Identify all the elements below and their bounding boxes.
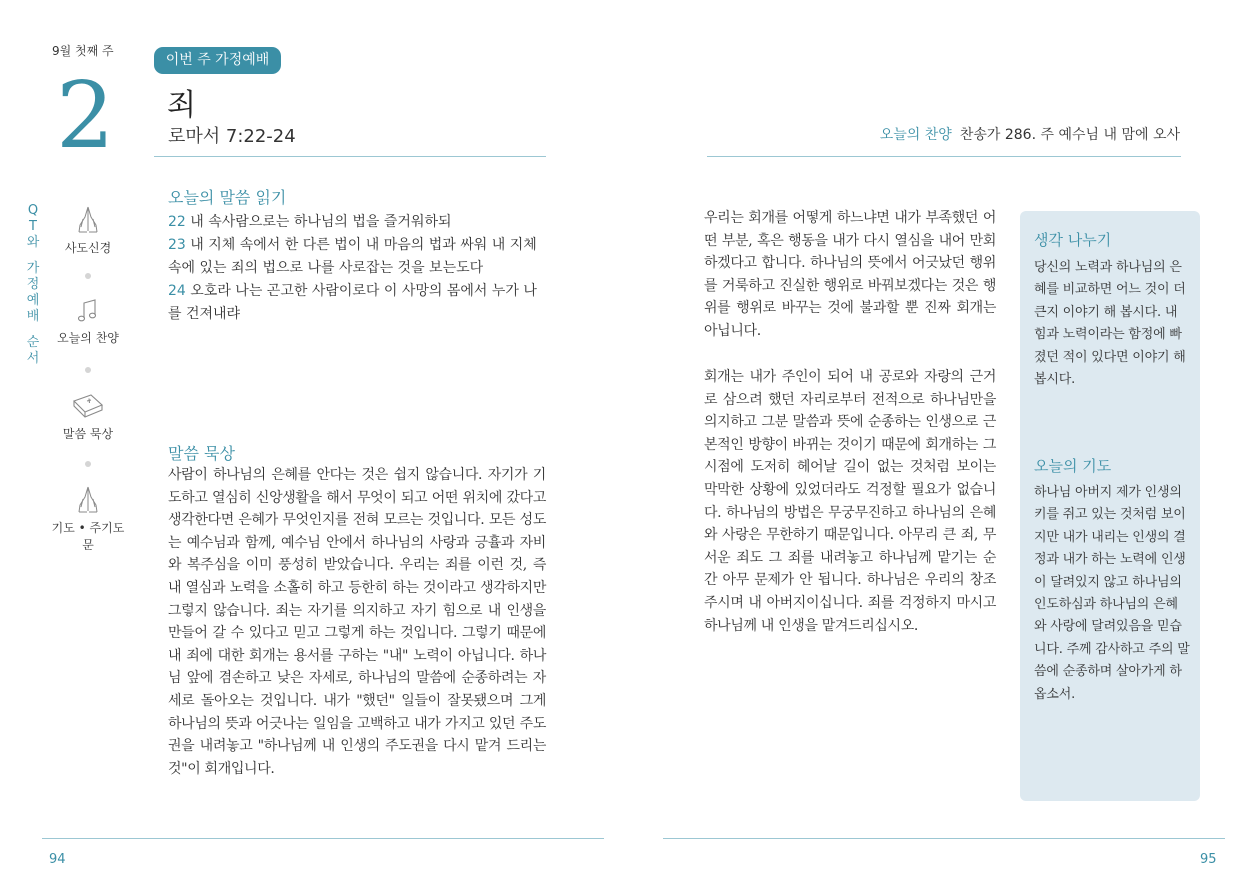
page-number-left: 94: [49, 852, 66, 867]
praying-hands-icon: [73, 205, 103, 235]
order-item-label: 사도신경: [64, 241, 112, 255]
header-rule-right: [707, 156, 1181, 157]
music-note-icon: [73, 297, 103, 325]
verse-24: 24 오호라 나는 곤고한 사람이로다 이 사망의 몸에서 누가 나를 건져내랴: [168, 283, 537, 322]
meditation-heading: 말씀 묵상: [168, 444, 235, 463]
verse-22: 22 내 속사람으로는 하나님의 법을 즐거워하되: [168, 214, 452, 230]
order-divider-dot: [85, 367, 91, 373]
week-label: 9월 첫째 주: [52, 44, 114, 58]
share-text: 당신의 노력과 하나님의 은혜를 비교하면 어느 것이 더 큰지 이야기 해 봅시다. 내 힘과 노력이라는 함정에 빠졌던 적이 있다면 이야기 해 봅시다.: [1034, 260, 1186, 388]
page-number-right: 95: [1200, 852, 1217, 867]
verse-23: 23 내 지체 속에서 한 다른 법이 내 마음의 법과 싸워 내 지체 속에 있는 죄의 법으로 나를 사로잡는 것을 보는도다: [168, 237, 537, 276]
order-divider-dot: [85, 461, 91, 467]
order-item-creed: [48, 205, 128, 256]
reading-heading: 오늘의 말씀 읽기: [168, 188, 287, 207]
prayer-text: 하나님 아버지 제가 인생의 키를 쥐고 있는 것처럼 보이지만 내가 내리는 인생의 결정과 내가 하는 노력에 인생이 달려있지 않고 하나님의 인도하심과 하나님의 은혜와 사랑에 달려있음을 믿습니다. 주께 감사하고 주의 말씀에 순종하며 살아가게 하옵소서.: [1034, 485, 1190, 702]
praying-hands-icon: [73, 485, 103, 515]
order-vertical-title: Q T 와 가 정 예 배 순 서: [26, 203, 40, 366]
meditation-text-right-1: 우리는 회개를 어떻게 하느냐면 내가 부족했던 어떤 부분, 혹은 행동을 내가 다시 열심을 내어 만회하겠다고 합니다. 하나님의 뜻에서 어긋났던 행위를 거룩하고 진실한 행위로 바꿔보겠다는 것은 행위를 행위로 바꾸는 것에 불과할 뿐 진짜 회개는 아닙니다.: [704, 210, 996, 339]
prayer-heading: 오늘의 기도: [1034, 457, 1112, 475]
footer-rule-left: [42, 838, 604, 839]
order-item-meditation: [48, 391, 128, 442]
day-number: 2: [56, 62, 115, 169]
share-heading: 생각 나누기: [1034, 231, 1112, 249]
order-item-label: 오늘의 찬양: [57, 331, 119, 345]
order-divider-dot: [85, 273, 91, 279]
order-item-prayer: [48, 485, 128, 553]
reading-verses: [168, 211, 546, 326]
praise-label: 오늘의 찬양: [879, 127, 952, 143]
praise-song: 찬송가 286. 주 예수님 내 맘에 오사: [959, 127, 1180, 143]
order-item-label: 기도 • 주기도문: [51, 521, 125, 552]
footer-rule-right: [663, 838, 1225, 839]
scripture-reference: 로마서 7:22-24: [168, 126, 296, 147]
today-praise: [880, 124, 1180, 144]
header-rule-left: [154, 156, 546, 157]
family-worship-badge: 이번 주 가정예배: [154, 47, 281, 74]
bible-icon: [71, 391, 105, 421]
page-title: 죄: [167, 88, 196, 123]
meditation-text-right-2: 회개는 내가 주인이 되어 내 공로와 자랑의 근거로 삼으려 했던 자리로부터 전적으로 하나님만을 의지하고 그분 말씀과 뜻에 순종하는 인생으로 근본적인 방향이 바뀌는 것이기 때문에 회개하는 그 시점에 도저히 헤어날 길이 없는 것처럼 보이는 막막한 상황에 있었더라도 걱정할 필요가 없습니다. 하나님의 방법은 무궁무진하고 하나님의 은혜와 사랑은 무한하기 때문입니다. 아무리 큰 죄, 무서운 죄도 그 죄를 내려놓고 하나님께 맡기는 순간 아무 문제가 안 됩니다. 하나님은 우리의 창조주시며 내 아버지이십니다. 죄를 걱정하지 마시고 하나님께 내 인생을 맡겨드리십시오.: [704, 369, 996, 634]
order-item-label: 말씀 묵상: [62, 427, 114, 441]
meditation-text-left: 사람이 하나님의 은혜를 안다는 것은 쉽지 않습니다. 자기가 기도하고 열심히 신앙생활을 해서 무엇이 되고 어떤 위치에 갔다고 생각한다면 은혜가 무엇인지를 전혀 모르는 것입니다. 모든 성도는 예수님과 함께, 예수님 안에서 하나님의 사랑과 긍휼과 자비와 복주심을 이미 풍성히 받았습니다. 우리는 죄를 이런 것, 즉 내 열심과 노력을 소홀히 하고 등한히 하는 것이라고 생각하지만 그렇지 않습니다. 죄는 자기를 의지하고 자기 힘으로 내 인생을 만들어 갈 수 있다고 믿고 그렇게 하는 것입니다. 그렇기 때문에 내 죄에 대한 회개는 용서를 구하는 "내" 노력이 아닙니다. 하나님 앞에 겸손하고 낮은 자세로, 하나님의 말씀에 순종하려는 자세로 돌아오는 것입니다. 내가 "했던" 일들이 잘못됐으며 그게 하나님의 뜻과 어긋나는 일임을 고백하고 내가 가지고 있던 주도권을 내려놓고 "하나님께 내 인생의 주도권을 다시 맡겨 드리는 것"이 회개입니다.: [168, 467, 546, 777]
order-item-praise: [48, 297, 128, 346]
